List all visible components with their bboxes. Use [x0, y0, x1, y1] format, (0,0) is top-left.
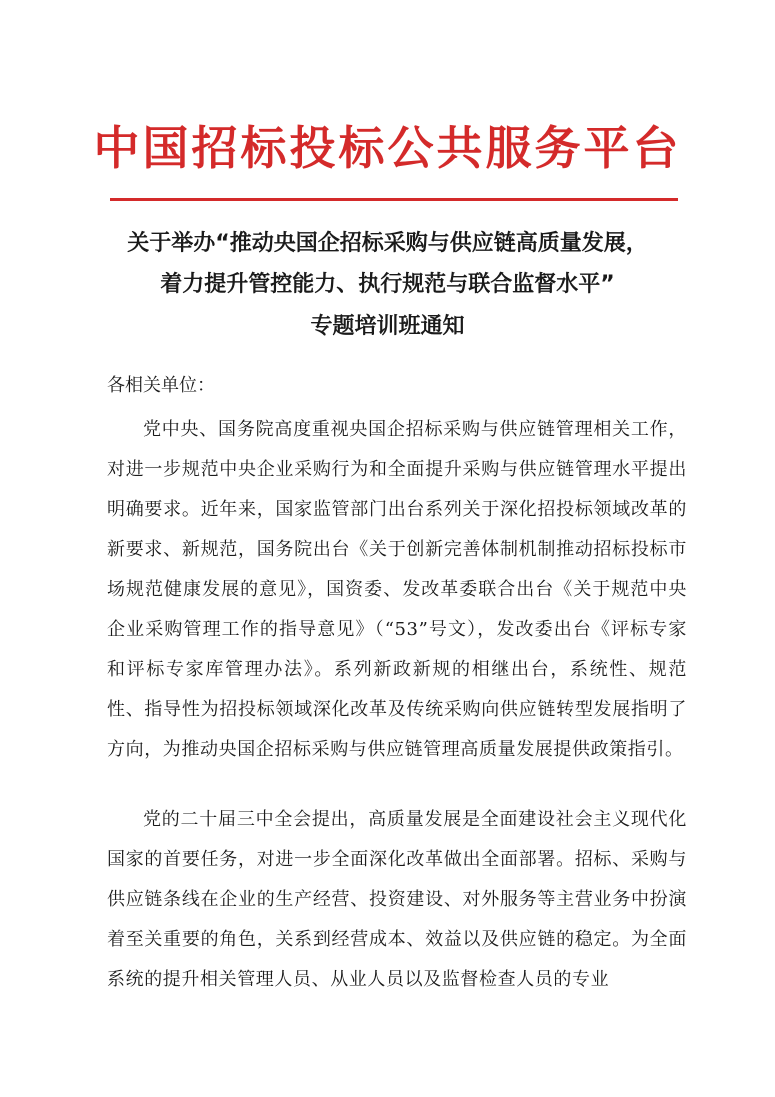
body-paragraph: 党的二十届三中全会提出，高质量发展是全面建设社会主义现代化国家的首要任务，对进一步全面深化改革做出全面部署。招标、采购与供应链条线在企业的生产经营、投资建设、对外服务等主营业务中扮演着至关重要的角色，关系到经营成本、效益以及供应链的稳定。为全面系统的提升相关管理人员、从业人员以及监督检查人员的专业 [107, 809, 687, 990]
masthead-red-rule [110, 198, 678, 201]
notice-title-line-3: 专题培训班通知 [310, 314, 465, 339]
masthead-org-name: 中国招标投标公共服务平台 [93, 121, 682, 175]
notice-title-line-2: 着力提升管控能力、执行规范与联合监督水平” [160, 272, 615, 297]
notice-title-line-1: 关于举办“推动央国企招标采购与供应链高质量发展， [127, 231, 648, 256]
salutation: 各相关单位： [107, 375, 215, 396]
body-paragraph: 党中央、国务院高度重视央国企招标采购与供应链管理相关工作，对进一步规范中央企业采购行为和全面提升采购与供应链管理水平提出明确要求。近年来，国家监管部门出台系列关于深化招投标领域改革的新要求、新规范，国务院出台《关于创新完善体制机制推动招标投标市场规范健康发展的意见》，国资委、发改革委联合出台《关于规范中央企业采购管理工作的指导意见》（“53”号文），发改委出台《评标专家和评标专家库管理办法》。系列新政新规的相继出台，系统性、规范性、指导性为招投标领域深化改革及传统采购向供应链转型发展指明了方向，为推动央国企招标采购与供应链管理高质量发展提供政策指引。 [107, 419, 687, 760]
